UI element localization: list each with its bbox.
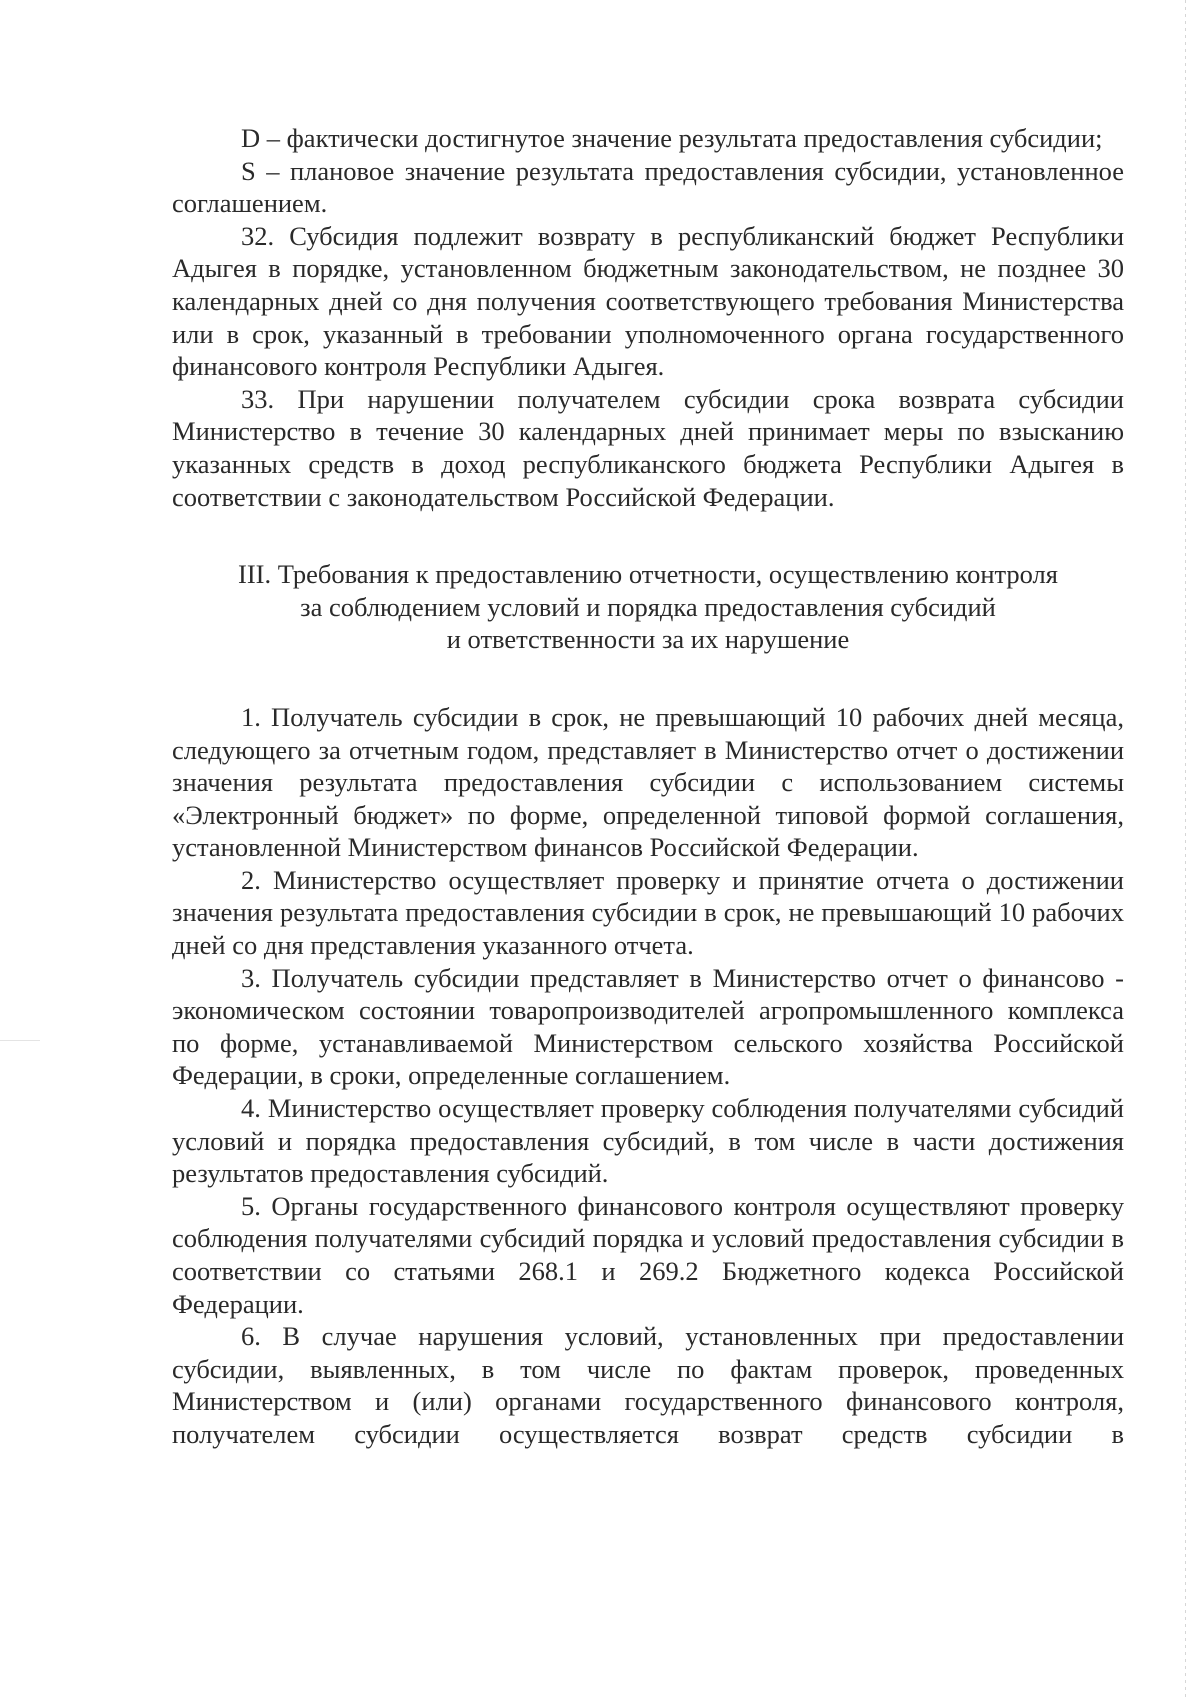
paragraph-33: 33. При нарушении получателем субсидии срока возврата субсидии Министерство в течение 30 календарных дней принимает меры по взысканию указанных средств в доход республиканского бюджета Республики Адыгея в соответствии с законодательством Российской Федерации. (172, 383, 1124, 512)
paragraph-d-definition: D – фактически достигнутое значение результата предоставления субсидии; (241, 123, 1103, 153)
paragraph-item-4: 4. Министерство осуществляет проверку соблюдения получателями субсидий условий и порядка предоставления субсидий, в том числе в части достижения результатов предоставления субсидий. (172, 1093, 1124, 1189)
paragraph-item-3: 3. Получатель субсидии представляет в Министерство отчет о финансово - экономическом состоянии товаропроизводителей агропромышленного комплекса по форме, устанавливаемой Министерством сельского хозяйства Российской Федерации, в сроки, определенные соглашением. (172, 962, 1124, 1091)
paragraph-item-5: 5. Органы государственного финансового контроля осуществляют проверку соблюдения получателями субсидий порядка и условий предоставления субсидии в соответствии со статьями 268.1 и 269.2 Бюджетного кодекса Российской Федерации. (172, 1190, 1124, 1319)
scan-edge-mark (1185, 0, 1186, 1697)
section-heading (172, 558, 1124, 656)
paragraph-s-definition: S – плановое значение результата предоставления субсидии, установленное соглашением. (172, 155, 1124, 219)
paragraph-32: 32. Субсидия подлежит возврату в республиканский бюджет Республики Адыгея в порядке, установленном бюджетным законодательством, не позднее 30 календарных дней со дня получения соответствующего требования Министерства или в срок, указанный в требовании уполномоченного органа государственного финансового контроля Республики Адыгея. (172, 220, 1124, 382)
section-heading-line: и ответственности за их нарушение (446, 624, 850, 655)
paragraph-item-6: 6. В случае нарушения условий, установленных при предоставлении субсидии, выявленных, в том числе по фактам проверок, проведенных Министерством и (или) органами государственного финансового контроля, получателем субсидии осуществляется возврат средств субсидии в (172, 1321, 1124, 1449)
paragraph-item-2: 2. Министерство осуществляет проверку и принятие отчета о достижении значения результата предоставления субсидии в срок, не превышающий 10 рабочих дней со дня представления указанного отчета. (172, 864, 1124, 961)
scan-margin-mark (0, 1040, 40, 1041)
section-body (172, 701, 1124, 1451)
document-body (172, 122, 1124, 1451)
paragraph-item-1: 1. Получатель субсидии в срок, не превышающий 10 рабочих дней месяца, следующего за отчетным годом, представляет в Министерство отчет о достижении значения результата предоставления субсидии с использованием системы «Электронный бюджет» по форме, определенной типовой формой соглашения, установленной Министерством финансов Российской Федерации. (172, 701, 1124, 863)
section-heading-line: III. Требования к предоставлению отчетности, осуществлению контроля (238, 559, 1058, 590)
section-heading-line: за соблюдением условий и порядка предоставления субсидий (300, 591, 996, 622)
